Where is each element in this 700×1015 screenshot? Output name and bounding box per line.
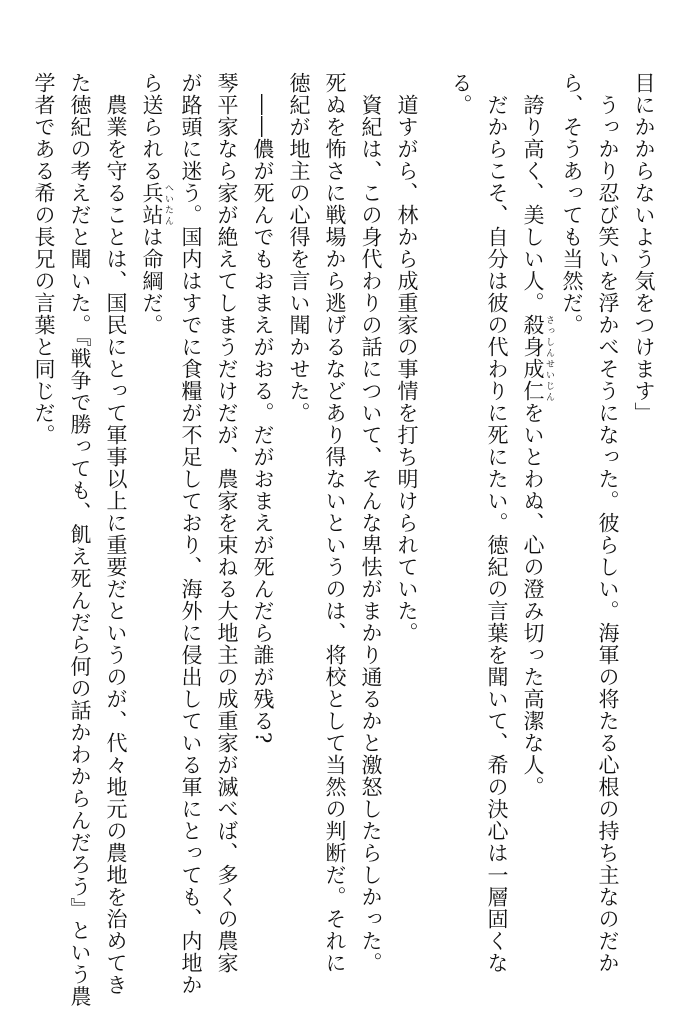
ruby-base: 兵站 bbox=[140, 182, 164, 226]
vertical-text-body bbox=[26, 72, 662, 1008]
text-column: ――儂が死んでもおまえがおる。だがおまえが死んだら誰が残る? bbox=[251, 94, 275, 745]
text-column bbox=[515, 72, 554, 972]
text-column bbox=[134, 72, 173, 972]
text-column: 目にかからないよう気をつけます」 bbox=[632, 72, 656, 424]
text-column: だからこそ、自分は彼の代わりに死にたい。徳紀の言葉を聞いて、希の決心は一層固くな bbox=[485, 94, 509, 974]
text-column: 資紀は、この身代わりの話について、そんな卑怯がまかり通るかと激怒したらしかった。 bbox=[359, 94, 383, 974]
ruby-reading: へいたん bbox=[163, 182, 173, 226]
text-column: 農業を守ることは、国民にとって軍事以上に重要だというのが、代々地元の農地を治めてき bbox=[104, 94, 128, 996]
text-column: た徳紀の考えだと聞いた。『戦争で勝っても、飢え死んだら何の話かわからんだろう』という農 bbox=[68, 72, 92, 1008]
text-column: 徳紀が地主の心得を言い聞かせた。 bbox=[287, 72, 311, 424]
text-column: 学者である希の長兄の言葉と同じだ。 bbox=[32, 72, 56, 446]
text-segment: ら送られる bbox=[140, 72, 164, 182]
ruby-word bbox=[140, 182, 173, 226]
ruby-word bbox=[521, 314, 554, 402]
ruby-base: 殺身成仁 bbox=[521, 314, 545, 402]
text-column: る。 bbox=[449, 72, 473, 116]
text-column: 道すがら、林から成重家の事情を打ち明けられていた。 bbox=[395, 94, 419, 644]
text-column: ら、そうあっても当然だ。 bbox=[560, 72, 584, 336]
text-column: 琴平家なら家が絶えてしまうだけだが、農家を束ねる大地主の成重家が滅べば、多くの農家 bbox=[215, 72, 239, 974]
text-column: うっかり忍び笑いを浮かべそうになった。彼らしい。海軍の将たる心根の持ち主なのだか bbox=[596, 94, 620, 974]
text-segment: をいとわぬ、心の澄み切った高潔な人。 bbox=[521, 402, 545, 798]
text-column: 死ぬを怖さに戦場から逃げるなどあり得ないというのは、将校として当然の判断だ。それに bbox=[323, 72, 347, 974]
text-segment: は命綱だ。 bbox=[140, 226, 164, 336]
paragraph-gap bbox=[425, 72, 443, 972]
ruby-reading: さっしんせいじん bbox=[544, 314, 554, 402]
text-segment: 誇り高く、美しい人。 bbox=[521, 94, 545, 314]
text-column: が路頭に迷う。国内はすでに食糧が不足しており、海外に侵出している軍にとっても、内地か bbox=[179, 72, 203, 996]
